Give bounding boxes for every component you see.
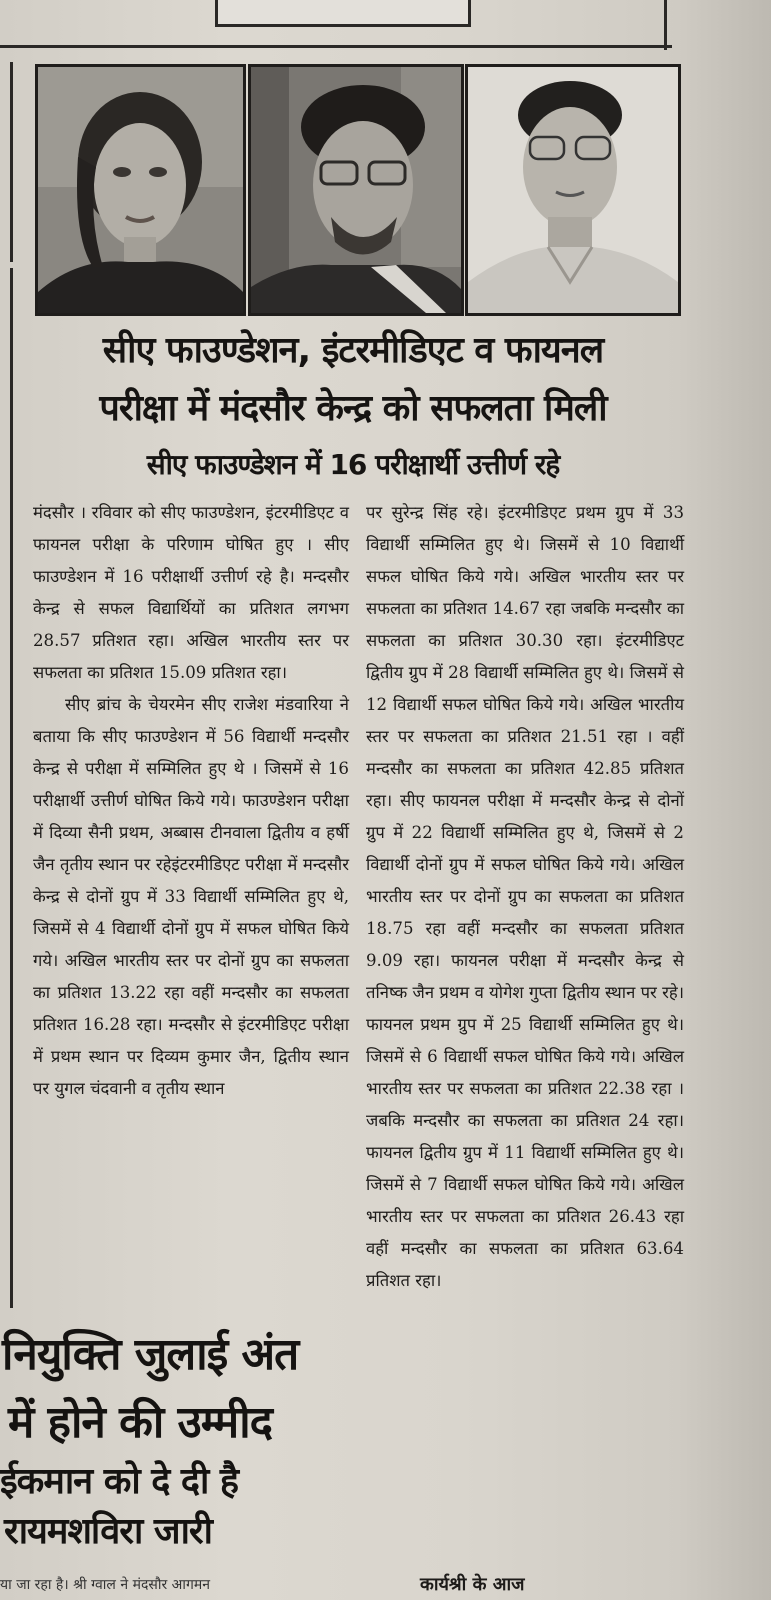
headline-line-2: परीक्षा में मंदसौर केन्द्र को सफलता मिली <box>99 388 607 429</box>
next-headline-fragment: कार्यश्री के आज <box>420 1574 525 1595</box>
left-rule-lower <box>0 268 13 1308</box>
photo-female-student <box>35 64 246 316</box>
article-column-1 <box>33 497 349 1105</box>
subheadline: सीए फाउण्डेशन में 16 परीक्षार्थी उत्तीर्ण रहे <box>146 448 560 481</box>
top-box <box>215 0 471 27</box>
photo-male-student-shirt <box>465 64 681 316</box>
left-rule <box>0 62 13 262</box>
article-column-2 <box>366 497 684 1297</box>
article-paragraph: पर सुरेन्द्र सिंह रहे। इंटरमीडिएट प्रथम ग्रुप में 33 विद्यार्थी सम्मिलित हुए थे। जिसमें से 10 विद्यार्थी सफल घोषित किये गये। अखिल भारतीय स्तर पर सफलता का प्रतिशत 14.67 रहा जबकि मन्दसौर का सफलता का प्रतिशत 30.30 रहा। इंटरमीडिएट द्वितीय ग्रुप में 28 विद्यार्थी सम्मिलित हुए थे। जिसमें से 12 विद्यार्थी सफल घोषित किये गये। अखिल भारतीय स्तर पर सफलता का प्रतिशत 21.51 रहा । वहीं मन्दसौर का सफलता का प्रतिशत 42.85 प्रतिशत रहा। सीए फायनल परीक्षा में मन्दसौर केन्द्र से दोनों ग्रुप में 22 विद्यार्थी सम्मिलित हुए थे, जिसमें से 2 विद्यार्थी दोनों ग्रुप में सफल घोषित किये गये। अखिल भारतीय स्तर पर दोनों ग्रुप का सफलता का प्रतिशत 18.75 रहा वहीं मन्दसौर का सफलता प्रतिशत 9.09 रहा। फायनल परीक्षा में मन्दसौर केन्द्र से तनिष्क जैन प्रथम व योगेश गुप्ता द्वितीय स्थान पर रहे। फायनल प्रथम ग्रुप में 25 विद्यार्थी सम्मिलित हुए थे। जिसमें से 6 विद्यार्थी सफल घोषित किये गये। अखिल भारतीय स्तर पर सफलता का प्रतिशत 22.38 रहा । जबकि मन्दसौर का सफलता का प्रतिशत 24 रहा। फायनल द्वितीय ग्रुप में 11 विद्यार्थी सम्मिलित हुए थे। जिसमें से 7 विद्यार्थी सफल घोषित किये गये। अखिल भारतीय स्तर पर सफलता का प्रतिशत 26.43 रहा वहीं मन्दसौर का सफलता का प्रतिशत 63.64 प्रतिशत रहा। <box>366 503 684 1290</box>
photo-male-student-glasses <box>248 64 464 316</box>
side-headline-line-2: में होने की उम्मीद <box>8 1397 272 1448</box>
side-headline-line-4: रायमशविरा जारी <box>4 1511 212 1552</box>
side-headline-line-3: ईकमान को दे दी है <box>0 1461 238 1502</box>
headline-line-1: सीए फाउण्डेशन, इंटरमीडिएट व फायनल <box>102 330 604 371</box>
article-paragraph: सीए ब्रांच के चेयरमेन सीए राजेश मंडवारिया ने बताया कि सीए फाउण्डेशन में 56 विद्यार्थी मन्दसौर केन्द्र से परीक्षा में सम्मिलित हुए थे । जिसमें से 16 परीक्षार्थी उत्तीर्ण घोषित किये गये। फाउण्डेशन परीक्षा में दिव्या सैनी प्रथम, अब्बास टीनवाला द्वितीय व हर्षी जैन तृतीय स्थान पर रहेइंटरमीडिएट परीक्षा में मन्दसौर केन्द्र से दोनों ग्रुप में 33 विद्यार्थी सम्मिलित हुए थे, जिसमें से 4 विद्यार्थी दोनों ग्रुप में सफल घोषित किये गये। अखिल भारतीय स्तर पर दोनों ग्रुप का सफलता का प्रतिशत 13.22 रहा वहीं मन्दसौर का सफलता प्रतिशत 16.28 रहा। मन्दसौर से इंटरमीडिएट परीक्षा में प्रथम स्थान पर दिव्यम कुमार जैन, द्वितीय स्थान पर युगल चंदवानी व तृतीय स्थान <box>33 695 349 1098</box>
side-story-snippet: या जा रहा है। श्री ग्वाल ने मंदसौर आगमन <box>0 1577 210 1593</box>
side-headline-line-1: नियुक्ति जुलाई अंत <box>2 1329 299 1380</box>
article-paragraph: मंदसौर । रविवार को सीए फाउण्डेशन, इंटरमीडिएट व फायनल परीक्षा के परिणाम घोषित हुए । सीए फाउण्डेशन में 16 परीक्षार्थी उत्तीर्ण रहे है। मन्दसौर केन्द्र से सफल विद्यार्थियों का प्रतिशत लगभग 28.57 प्रतिशत रहा। अखिल भारतीय स्तर पर सफलता का प्रतिशत 15.09 प्रतिशत रहा। <box>33 503 349 682</box>
column-rule <box>664 0 667 50</box>
top-rule <box>0 45 672 48</box>
